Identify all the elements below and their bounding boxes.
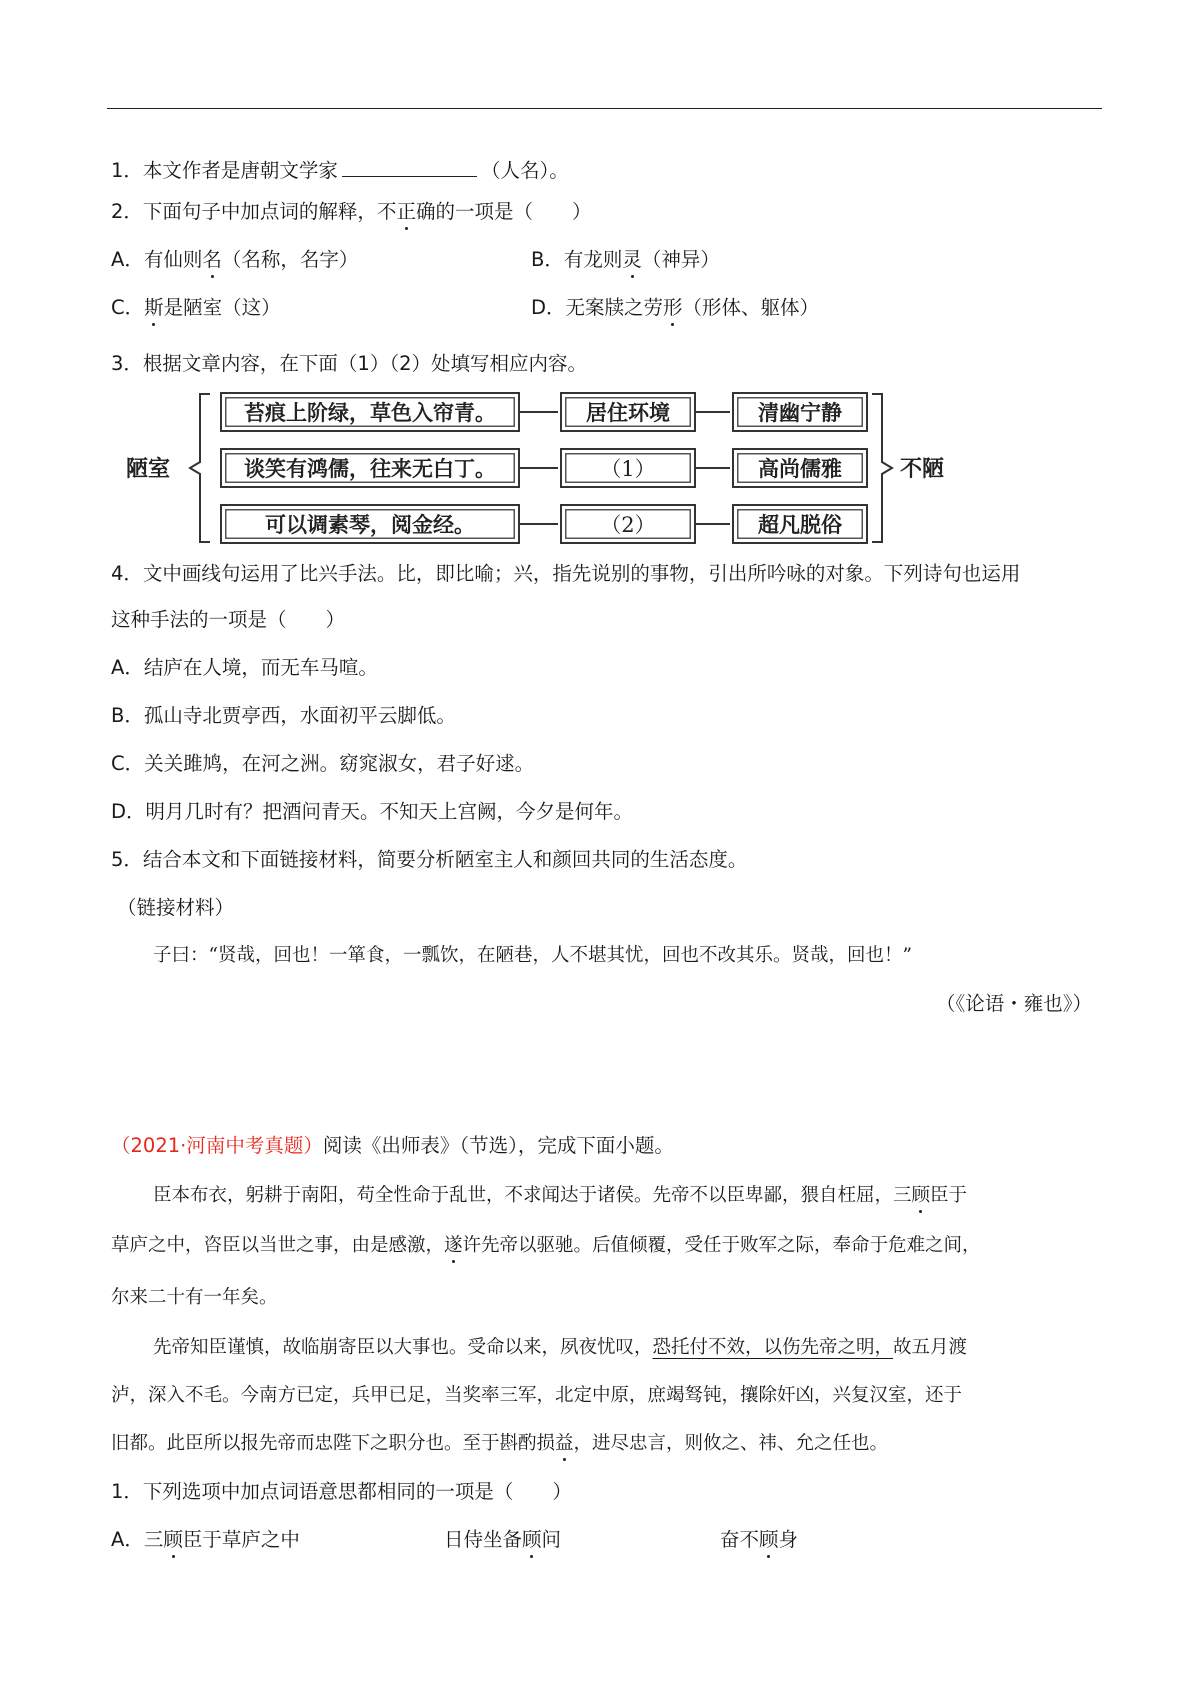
- passage-p1-line-1: 臣本布衣，躬耕于南阳，苟全性命于乱世，不求闻达于诸侯。先帝不以臣卑鄙，猥自枉屈，三顾臣于: [153, 1185, 968, 1206]
- question-3: [111, 350, 587, 378]
- question-text: 根据文章内容，在下面（1）（2）处填写相应内容。: [142, 352, 587, 375]
- dotted-word: 灵: [622, 248, 642, 271]
- left-brace: [184, 386, 214, 551]
- passage-p2-line-1: 先帝知臣谨慎，故临崩寄臣以大事也。受命以来，夙夜忧叹，恐托付不效，以伤先帝之明，故五月渡: [153, 1337, 968, 1358]
- question-number: 2．: [111, 200, 143, 223]
- question-number: 3．: [111, 352, 143, 375]
- diagram-left-label: 陋室: [126, 456, 171, 482]
- question-5: [111, 846, 747, 874]
- option-b[interactable]: [531, 246, 720, 274]
- diagram-quality-2: 高尚儒雅: [732, 448, 868, 488]
- option-label: D．: [531, 296, 566, 319]
- connector: [696, 411, 730, 413]
- dotted-word: 顾: [759, 1528, 779, 1551]
- option-label: B．: [531, 248, 564, 271]
- diagram-blank-2[interactable]: （2）: [560, 504, 696, 544]
- structure-diagram: [122, 386, 972, 551]
- right-brace: [868, 386, 898, 551]
- option-text: 有仙则: [143, 248, 203, 271]
- diagram-blank-1[interactable]: （1）: [560, 448, 696, 488]
- s2-option-a-item-2: 日侍坐备顾问: [444, 1528, 562, 1551]
- dotted-word: 形: [663, 296, 683, 319]
- connector: [520, 411, 558, 413]
- question-number: 5．: [111, 848, 143, 871]
- question-number: 1．: [111, 1480, 143, 1503]
- answer-blank[interactable]: [342, 156, 477, 177]
- diagram-aspect-1: 居住环境: [560, 392, 696, 432]
- option-text: （形体、躯体）: [682, 296, 820, 319]
- dotted-emphasis: 不正确: [376, 200, 436, 223]
- option-label: B．: [111, 704, 144, 727]
- underlined-sentence: 恐托付不效，以伤先帝之明，: [652, 1337, 894, 1358]
- q4-option-d[interactable]: [111, 798, 633, 826]
- question-2: [111, 198, 591, 226]
- question-text-suffix: 的一项是（ ）: [435, 200, 592, 223]
- section-intro: 阅读《出师表》（节选），完成下面小题。: [322, 1134, 674, 1157]
- option-text: 是陋室（这）: [163, 296, 281, 319]
- dotted-word: 斯: [144, 296, 164, 319]
- q4-option-a[interactable]: [111, 654, 378, 682]
- option-label: C．: [111, 752, 145, 775]
- passage-p1-line-2: 草庐之中，咨臣以当世之事，由是感激，遂许先帝以驱驰。后值倾覆，受任于败军之际，奉命于危难之间，: [111, 1235, 981, 1256]
- option-label: C．: [111, 296, 145, 319]
- connector: [520, 523, 558, 525]
- section-2-heading: [111, 1132, 674, 1160]
- option-label: A．: [111, 1528, 144, 1551]
- option-text: 有龙则: [563, 248, 623, 271]
- diagram-quality-1: 清幽宁静: [732, 392, 868, 432]
- diagram-quote-1: 苔痕上阶绿，草色入帘青。: [220, 392, 520, 432]
- diagram-quote-3: 可以调素琴，阅金经。: [220, 504, 520, 544]
- connector: [520, 467, 558, 469]
- diagram-quality-3: 超凡脱俗: [732, 504, 868, 544]
- question-text: 本文作者是唐朝文学家: [142, 159, 338, 182]
- option-d[interactable]: [531, 294, 819, 322]
- option-text: （名称，名字）: [221, 248, 359, 271]
- material-quote: 子曰：“贤哉，回也！一箪食，一瓢饮，在陋巷，人不堪其忧，回也不改其乐。贤哉，回也！”: [153, 945, 912, 966]
- question-4-line-1: [111, 560, 1020, 588]
- material-label: （链接材料）: [117, 896, 235, 919]
- option-text: 明月几时有？把酒问青天。不知天上宫阙，今夕是何年。: [145, 800, 634, 823]
- header-rule: [107, 108, 1102, 109]
- option-text: 结庐在人境，而无车马喧。: [143, 656, 378, 679]
- option-text: 无案牍之劳: [565, 296, 664, 319]
- question-text-suffix: （人名）。: [480, 159, 569, 182]
- option-text: （神异）: [641, 248, 720, 271]
- question-4-line-2: 这种手法的一项是（ ）: [111, 608, 346, 631]
- question-text: 下列选项中加点词语意思都相同的一项是（ ）: [142, 1480, 572, 1503]
- q4-option-c[interactable]: [111, 750, 534, 778]
- dotted-word: 顾: [911, 1185, 931, 1206]
- option-a[interactable]: [111, 246, 358, 274]
- dotted-word: 顾: [522, 1528, 542, 1551]
- section-2-question-1: [111, 1478, 572, 1506]
- question-text: 文中画线句运用了比兴手法。比，即比喻；兴，指先说别的事物，引出所吟咏的对象。下列诗句也运用: [142, 562, 1021, 585]
- exam-source-tag: （2021·河南中考真题）: [111, 1134, 323, 1157]
- q4-option-b[interactable]: [111, 702, 456, 730]
- question-text: 下面句子中加点词的解释，: [142, 200, 377, 223]
- s2-option-a-item-3: 奋不顾身: [720, 1528, 799, 1551]
- question-text: 结合本文和下面链接材料，简要分析陋室主人和颜回共同的生活态度。: [142, 848, 748, 871]
- option-c[interactable]: [111, 294, 281, 322]
- question-number: 1．: [111, 159, 143, 182]
- diagram-quote-2: 谈笑有鸿儒，往来无白丁。: [220, 448, 520, 488]
- option-label: A．: [111, 656, 144, 679]
- connector: [696, 523, 730, 525]
- passage-p2-line-2: 泸，深入不毛。今南方已定，兵甲已足，当奖率三军，北定中原，庶竭驽钝，攘除奸凶，兴复汉室，还于: [111, 1385, 963, 1406]
- dotted-word: 益: [555, 1433, 574, 1454]
- option-text: 关关雎鸠，在河之洲。窈窕淑女，君子好逑。: [144, 752, 535, 775]
- connector: [696, 467, 730, 469]
- question-1: [111, 156, 569, 185]
- s2-option-a[interactable]: A．三顾臣于草庐之中: [111, 1528, 300, 1551]
- option-label: D．: [111, 800, 146, 823]
- question-number: 4．: [111, 562, 143, 585]
- passage-p1-line-3: 尔来二十有一年矣。: [111, 1287, 278, 1308]
- option-label: A．: [111, 248, 144, 271]
- dotted-word: 名: [202, 248, 222, 271]
- material-source: （《论语・雍也》）: [935, 992, 1092, 1015]
- option-text: 孤山寺北贾亭西，水面初平云脚低。: [143, 704, 456, 727]
- dotted-word: 顾: [163, 1528, 183, 1551]
- passage-p2-line-3: 旧都。此臣所以报先帝而忠陛下之职分也。至于斟酌损益，进尽忠言，则攸之、祎、允之任也。: [111, 1433, 889, 1454]
- dotted-word: 遂: [444, 1235, 463, 1256]
- diagram-right-label: 不陋: [900, 456, 945, 482]
